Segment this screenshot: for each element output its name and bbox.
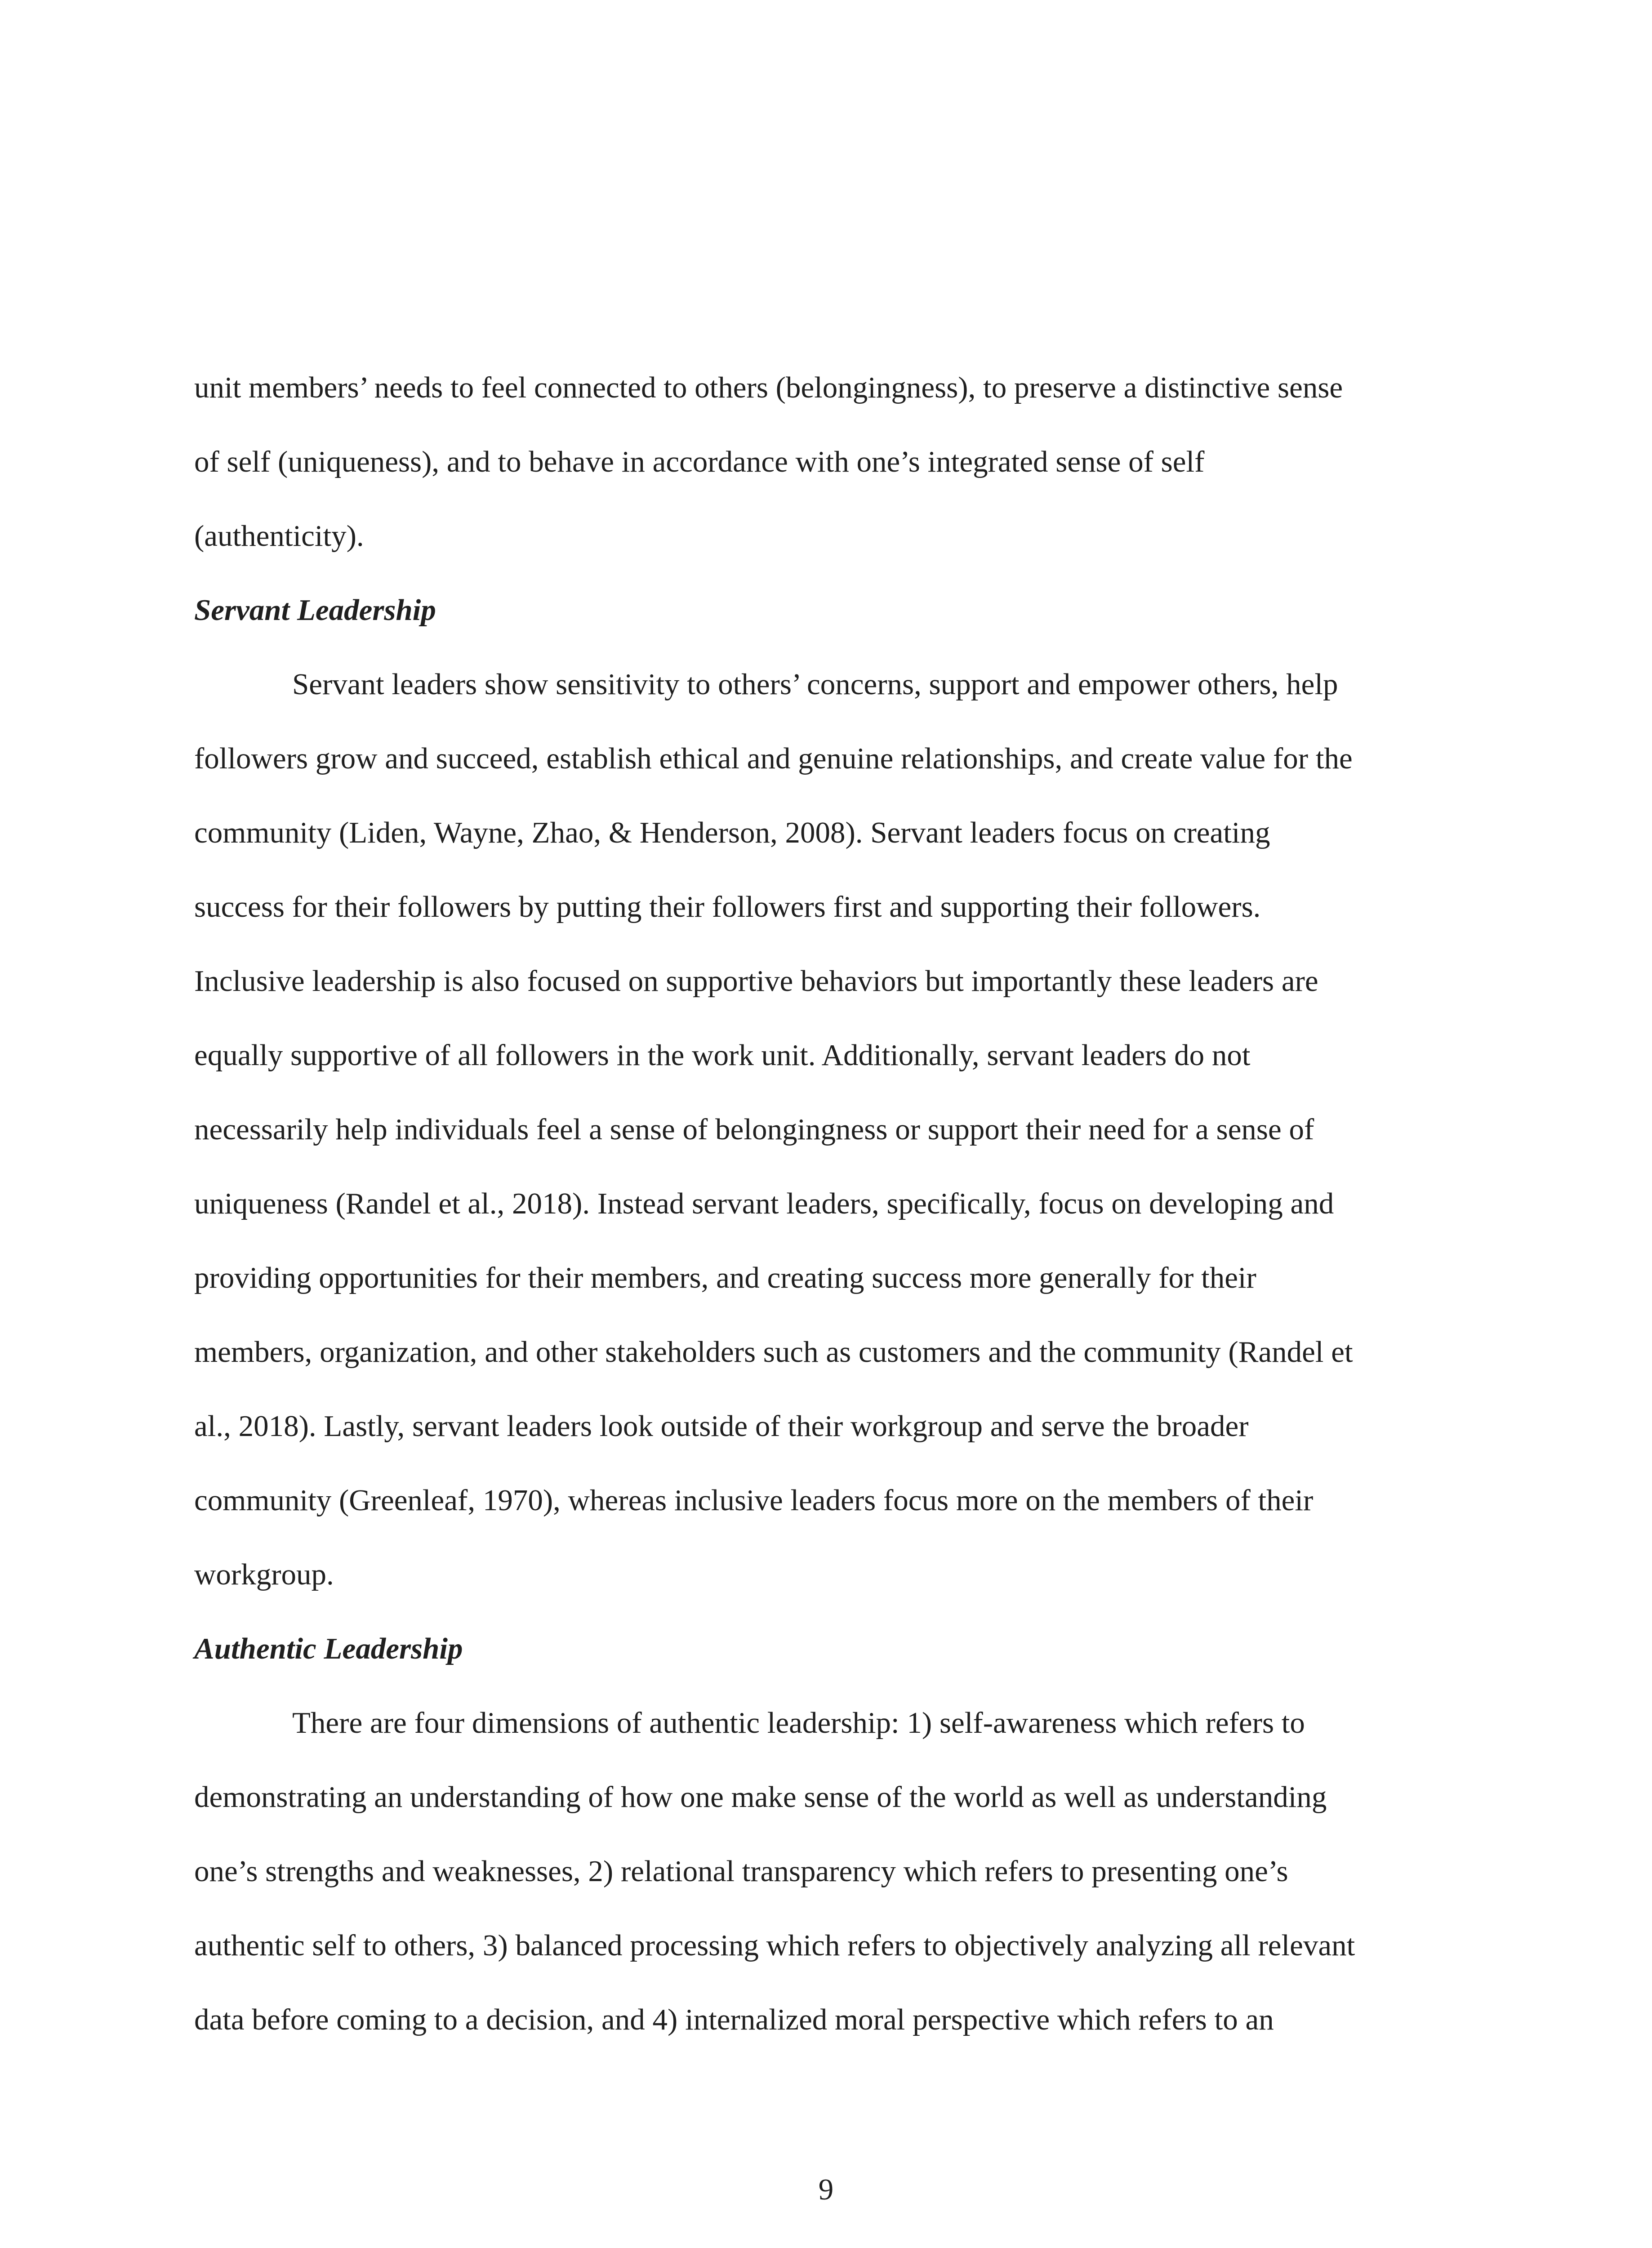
text-line: demonstrating an understanding of how one make sense of the world as well as understanding	[194, 1780, 1327, 1814]
text-line: uniqueness (Randel et al., 2018). Instead servant leaders, specifically, focus on developing and	[194, 1187, 1334, 1220]
text-line: followers grow and succeed, establish ethical and genuine relationships, and create value for the	[194, 742, 1353, 775]
text-line: al., 2018). Lastly, servant leaders look outside of their workgroup and serve the broader	[194, 1409, 1249, 1443]
text-line: authentic self to others, 3) balanced processing which refers to objectively analyzing all relevant	[194, 1929, 1355, 1962]
text-line: workgroup.	[194, 1558, 334, 1591]
text-line: data before coming to a decision, and 4) internalized moral perspective which refers to an	[194, 2003, 1274, 2036]
paragraph-first-line: There are four dimensions of authentic leadership: 1) self-awareness which refers to	[292, 1706, 1305, 1740]
text-line: necessarily help individuals feel a sense of belongingness or support their need for a sense of	[194, 1113, 1314, 1146]
text-line: of self (uniqueness), and to behave in accordance with one’s integrated sense of self	[194, 445, 1205, 478]
text-line: providing opportunities for their members, and creating success more generally for their	[194, 1261, 1256, 1294]
text-line: equally supportive of all followers in the work unit. Additionally, servant leaders do not	[194, 1039, 1251, 1072]
page-number: 9	[818, 2173, 834, 2206]
text-line: community (Greenleaf, 1970), whereas inclusive leaders focus more on the members of their	[194, 1484, 1314, 1517]
text-line: success for their followers by putting their followers first and supporting their followers.	[194, 890, 1261, 923]
text-line: one’s strengths and weaknesses, 2) relational transparency which refers to presenting one’s	[194, 1855, 1288, 1888]
section-heading-servant-leadership: Servant Leadership	[194, 593, 436, 627]
text-line: Inclusive leadership is also focused on supportive behaviors but importantly these leaders are	[194, 964, 1318, 998]
paragraph-first-line: Servant leaders show sensitivity to others’ concerns, support and empower others, help	[292, 668, 1338, 701]
text-line: members, organization, and other stakeholders such as customers and the community (Randel et	[194, 1335, 1353, 1369]
body-text	[194, 351, 1457, 2057]
section-heading-authentic-leadership: Authentic Leadership	[194, 1632, 463, 1665]
text-line: unit members’ needs to feel connected to others (belongingness), to preserve a distinctive sense	[194, 371, 1343, 404]
text-line: (authenticity).	[194, 519, 364, 553]
text-line: community (Liden, Wayne, Zhao, & Henderson, 2008). Servant leaders focus on creating	[194, 816, 1270, 849]
